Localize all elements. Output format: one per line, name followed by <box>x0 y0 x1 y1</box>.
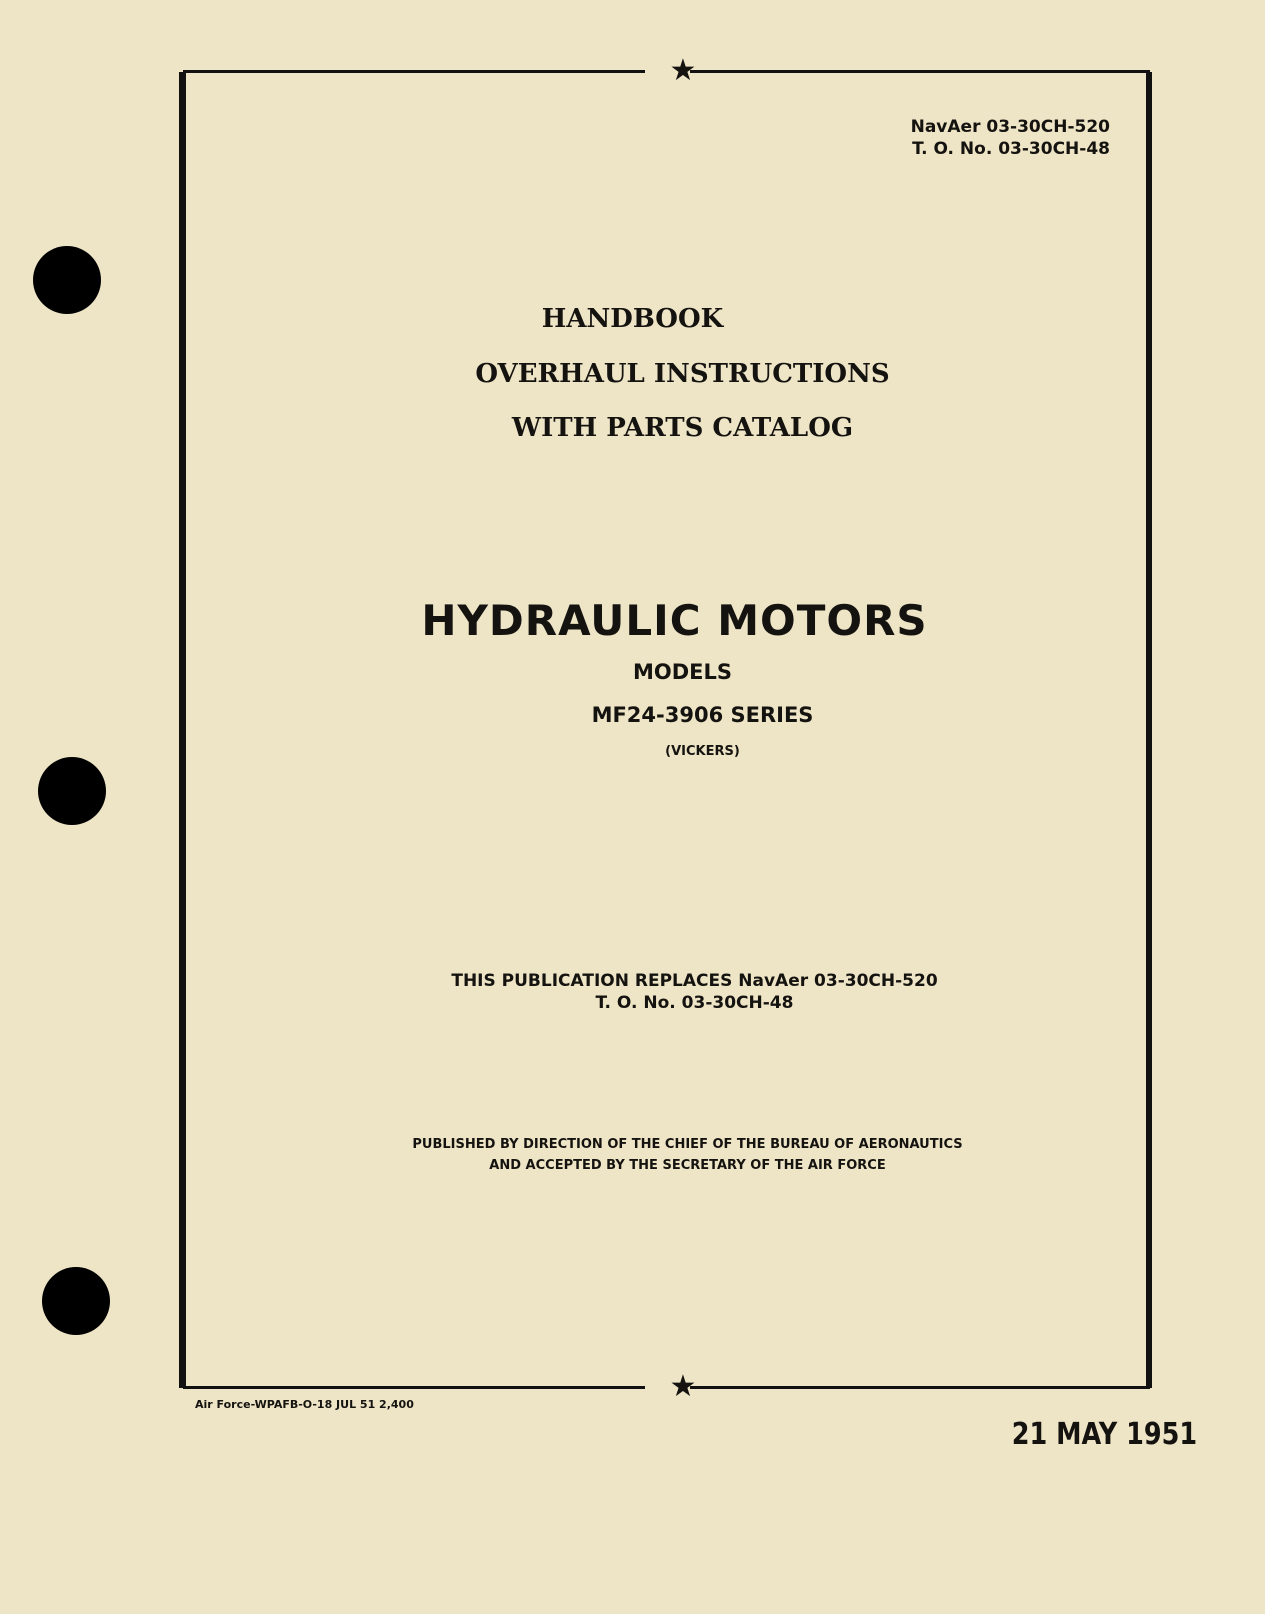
title-line-3: WITH PARTS CATALOG <box>511 413 854 443</box>
published-line-2: AND ACCEPTED BY THE SECRETARY OF THE AIR FORCE <box>489 1158 886 1173</box>
binder-hole-bottom <box>42 1267 110 1335</box>
frame-top-left <box>183 70 645 73</box>
frame-bottom-right <box>690 1386 1150 1389</box>
star-icon: ★ <box>669 1369 697 1404</box>
document-numbers <box>911 116 1110 160</box>
subject-title: HYDRAULIC MOTORS <box>421 596 928 645</box>
title-line-2: OVERHAUL INSTRUCTIONS <box>475 359 890 389</box>
frame-top-right <box>690 70 1150 73</box>
to-number: T. O. No. 03-30CH-48 <box>912 139 1110 159</box>
frame-right <box>1146 72 1152 1388</box>
frame-left <box>179 72 186 1388</box>
manufacturer: (VICKERS) <box>665 744 740 759</box>
frame-bottom-left <box>183 1386 645 1389</box>
models-label: MODELS <box>632 660 733 684</box>
publication-date: 21 MAY 1951 <box>1011 1417 1197 1452</box>
replaces-notice <box>62 970 1265 1014</box>
published-line-1: PUBLISHED BY DIRECTION OF THE CHIEF OF THE BUREAU OF AERONAUTICS <box>412 1137 963 1152</box>
binder-hole-middle <box>38 757 106 825</box>
title-line-1: HANDBOOK <box>541 304 724 334</box>
model-series: MF24-3906 SERIES <box>591 703 814 727</box>
print-code: Air Force-WPAFB-O-18 JUL 51 2,400 <box>195 1398 414 1411</box>
publication-authority <box>55 1134 1265 1176</box>
replaces-line-2: T. O. No. 03-30CH-48 <box>595 993 794 1013</box>
navaer-number: NavAer 03-30CH-520 <box>910 117 1110 137</box>
star-icon: ★ <box>669 53 697 88</box>
replaces-line-1: THIS PUBLICATION REPLACES NavAer 03-30CH-520 <box>451 971 938 991</box>
